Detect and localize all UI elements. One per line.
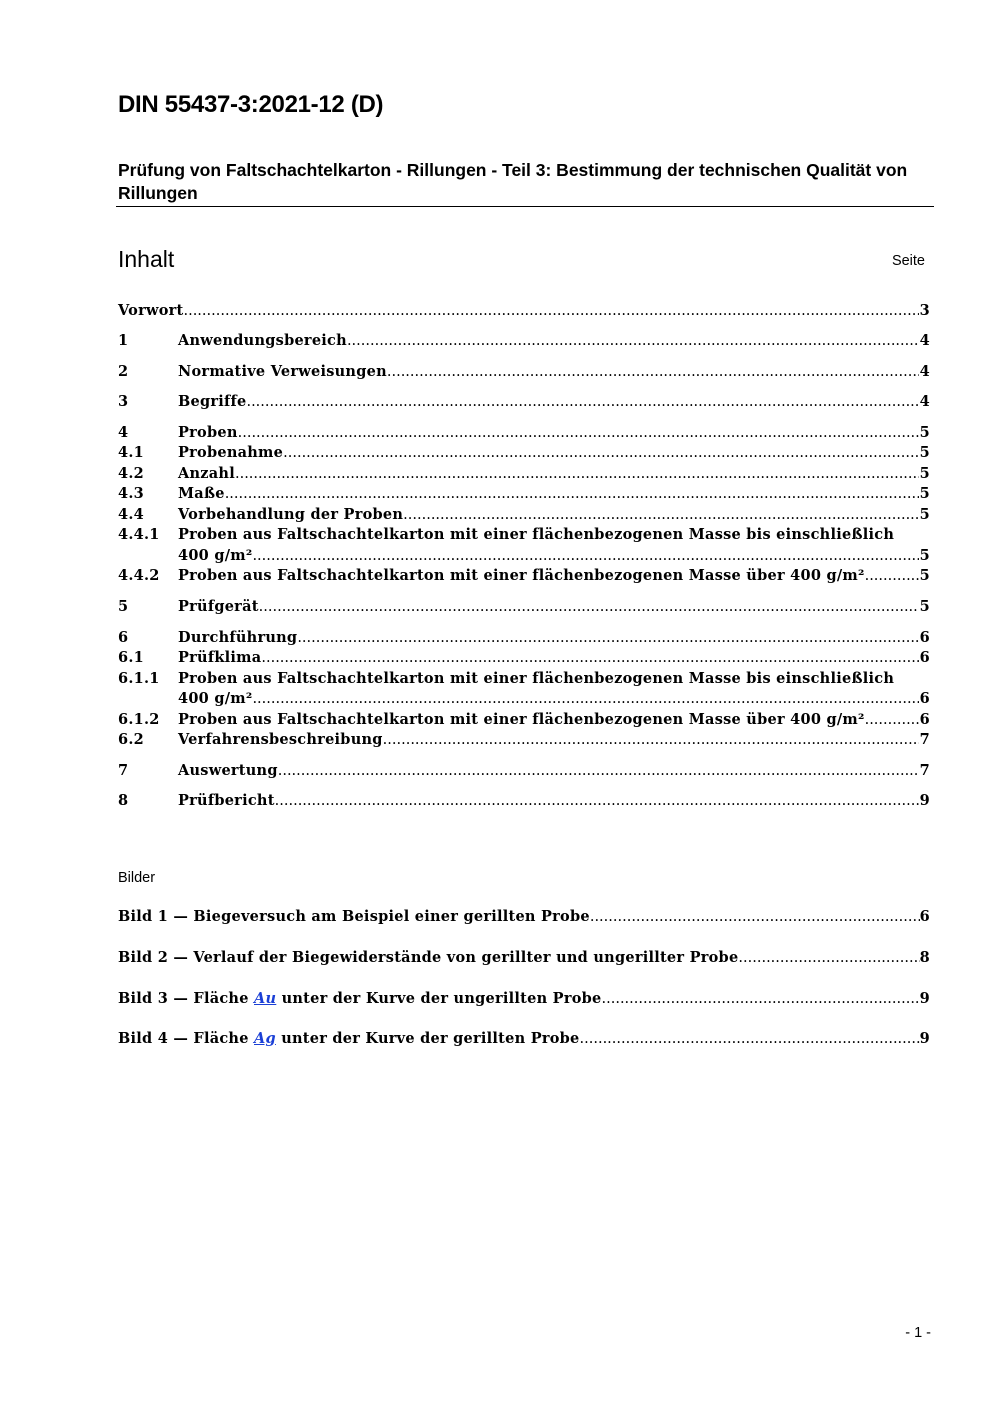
toc-entry-page: 5 <box>919 465 930 482</box>
toc-entry-title: Auswertung <box>178 762 278 779</box>
toc-leader-dots <box>259 599 919 615</box>
figure-entry-text: Bild 2 — Verlauf der Biegewiderstände von gerillter und ungerillter Probe <box>118 949 739 966</box>
toc-entry-title: Proben <box>178 424 238 441</box>
toc-entry-4-4-1[interactable] <box>118 526 930 547</box>
toc-leader-dots <box>283 445 919 461</box>
toc-entry-title: Begriffe <box>178 393 247 410</box>
toc-entry-page: 5 <box>919 506 930 523</box>
figures-heading: Bilder <box>118 870 156 886</box>
toc-entry-4-4[interactable] <box>118 506 930 527</box>
toc-entry-number: 6.1.2 <box>118 711 160 728</box>
toc-entry-number: 6.2 <box>118 731 144 748</box>
toc-entry-6-1-2[interactable] <box>118 711 930 732</box>
toc-leader-dots <box>387 364 919 380</box>
toc-leader-dots <box>278 763 919 779</box>
toc-entry-number: 3 <box>118 393 129 410</box>
toc-entry-title: Proben aus Faltschachtelkarton mit einer flächenbezogenen Masse bis einschließlich <box>178 526 895 543</box>
toc-entry-4-4-1-continued[interactable] <box>118 547 930 568</box>
page-number: - 1 - <box>905 1325 931 1341</box>
toc-entry-title: Proben aus Faltschachtelkarton mit einer flächenbezogenen Masse über 400 g/m² <box>178 567 865 584</box>
toc-leader-dots <box>602 991 920 1007</box>
toc-leader-dots <box>383 732 919 748</box>
toc-entry-title-continued: 400 g/m² <box>178 690 253 707</box>
toc-entry-title: Prüfgerät <box>178 598 259 615</box>
toc-entry-4-3[interactable] <box>118 485 930 506</box>
toc-entry-6[interactable] <box>118 629 930 650</box>
figure-entry-text-before: Bild 4 — Fläche <box>118 1030 254 1047</box>
toc-entry-page: 6 <box>919 629 930 646</box>
toc-entry-number: 6 <box>118 629 129 646</box>
toc-leader-dots <box>261 650 918 666</box>
toc-entry-number: 2 <box>118 363 129 380</box>
toc-heading: Inhalt <box>118 246 175 272</box>
toc-entry-8[interactable] <box>118 792 930 813</box>
toc-entry-page: 6 <box>919 711 930 728</box>
toc-entry-number: 6.1 <box>118 649 144 666</box>
figure-entry-text-after: unter der Kurve der ungerillten Probe <box>276 990 602 1007</box>
toc-entry-page: 5 <box>919 444 930 461</box>
figure-entry-2[interactable] <box>118 949 930 970</box>
toc-entry-title-continued: 400 g/m² <box>178 547 253 564</box>
toc-entry-number: 5 <box>118 598 129 615</box>
toc-entry-4-4-2[interactable] <box>118 567 930 588</box>
toc-leader-dots <box>865 712 919 728</box>
document-subtitle: Prüfung von Faltschachtelkarton - Rillungen - Teil 3: Bestimmung der technischen Qualität von Rillungen <box>118 160 908 203</box>
toc-entry-4-2[interactable] <box>118 465 930 486</box>
toc-entry-page: 5 <box>919 547 930 564</box>
toc-leader-dots <box>738 950 919 966</box>
toc-leader-dots <box>590 909 920 925</box>
page-column-label: Seite <box>891 253 925 269</box>
toc-entry-number: 4.2 <box>118 465 144 482</box>
toc-entry-number: 4.1 <box>118 444 144 461</box>
figure-entry-page: 9 <box>919 990 930 1007</box>
toc-entry-page: 9 <box>919 792 930 809</box>
toc-entry-title: Proben aus Faltschachtelkarton mit einer flächenbezogenen Masse über 400 g/m² <box>178 711 865 728</box>
toc-entry-page: 5 <box>919 485 930 502</box>
toc-entry-title: Vorbehandlung der Proben <box>178 506 404 523</box>
toc-entry-4-1[interactable] <box>118 444 930 465</box>
toc-entry-page: 4 <box>919 393 930 410</box>
toc-leader-dots <box>347 333 919 349</box>
toc-leader-dots <box>235 466 919 482</box>
toc-entry-page: 4 <box>919 363 930 380</box>
toc-entry-6-1-1-continued[interactable] <box>118 690 930 711</box>
toc-leader-dots <box>580 1031 920 1047</box>
toc-entry-2[interactable] <box>118 363 930 384</box>
toc-leader-dots <box>865 568 919 584</box>
toc-entry-6-1[interactable] <box>118 649 930 670</box>
toc-entry-page: 3 <box>919 302 930 319</box>
toc-entry-number: 7 <box>118 762 129 779</box>
toc-entry-title: Durchführung <box>178 629 298 646</box>
toc-entry-page: 4 <box>919 332 930 349</box>
toc-entry-title: Anwendungsbereich <box>178 332 347 349</box>
toc-entry-3[interactable] <box>118 393 930 414</box>
figure-entry-text-before: Bild 3 — Fläche <box>118 990 254 1007</box>
toc-entry-number: 8 <box>118 792 129 809</box>
toc-leader-dots <box>238 425 919 441</box>
figure-entry-4[interactable] <box>118 1030 930 1051</box>
toc-entry-page: 6 <box>919 649 930 666</box>
figure-entry-page: 6 <box>919 908 930 925</box>
toc-entry-page: 5 <box>919 424 930 441</box>
toc-leader-dots <box>183 303 918 319</box>
toc-leader-dots <box>225 486 919 502</box>
toc-entry-title: Maße <box>178 485 225 502</box>
toc-entry-5[interactable] <box>118 598 930 619</box>
toc-entry-page: 5 <box>919 567 930 584</box>
figure-entry-3[interactable] <box>118 990 930 1011</box>
toc-leader-dots <box>252 691 918 707</box>
toc-entry-7[interactable] <box>118 762 930 783</box>
toc-entry-page: 7 <box>919 731 930 748</box>
toc-entry-6-2[interactable] <box>118 731 930 752</box>
toc-entry-title: Anzahl <box>178 465 235 482</box>
document-title: DIN 55437-3:2021-12 (D) <box>118 91 384 118</box>
figure-entry-text: Bild 1 — Biegeversuch am Beispiel einer gerillten Probe <box>118 908 590 925</box>
toc-entry-number: 4.4.1 <box>118 526 160 543</box>
toc-entry-title: Vorwort <box>118 302 184 319</box>
toc-entry-title: Verfahrensbeschreibung <box>178 731 383 748</box>
figure-entry-text-after: unter der Kurve der gerillten Probe <box>275 1030 580 1047</box>
toc-entry-page: 6 <box>919 690 930 707</box>
figure-entry-page: 9 <box>919 1030 930 1047</box>
toc-leader-dots <box>403 507 918 523</box>
toc-entry-title: Prüfbericht <box>178 792 275 809</box>
toc-leader-dots <box>246 394 918 410</box>
toc-entry-title: Normative Verweisungen <box>178 363 387 380</box>
symbol-link-ag[interactable]: Ag <box>254 1030 276 1047</box>
toc-entry-page: 7 <box>919 762 930 779</box>
figure-entry-1[interactable] <box>118 908 930 929</box>
toc-leader-dots <box>275 793 919 809</box>
toc-entry-vorwort[interactable] <box>118 302 930 323</box>
toc-entry-title: Prüfklima <box>178 649 262 666</box>
toc-leader-dots <box>252 548 918 564</box>
toc-entry-number: 6.1.1 <box>118 670 160 687</box>
toc-leader-dots <box>297 630 918 646</box>
toc-entry-title: Probenahme <box>178 444 284 461</box>
symbol-link-au[interactable]: Au <box>254 990 277 1007</box>
toc-entry-page: 5 <box>919 598 930 615</box>
toc-entry-6-1-1[interactable] <box>118 670 930 691</box>
toc-entry-number: 4.4.2 <box>118 567 160 584</box>
toc-entry-number: 1 <box>118 332 129 349</box>
toc-entry-number: 4.3 <box>118 485 144 502</box>
toc-entry-title: Proben aus Faltschachtelkarton mit einer flächenbezogenen Masse bis einschließlich <box>178 670 895 687</box>
title-divider <box>116 206 934 207</box>
toc-entry-4[interactable] <box>118 424 930 445</box>
toc-entry-number: 4.4 <box>118 506 144 523</box>
toc-entry-1[interactable] <box>118 332 930 353</box>
figure-entry-page: 8 <box>919 949 930 966</box>
toc-entry-number: 4 <box>118 424 129 441</box>
